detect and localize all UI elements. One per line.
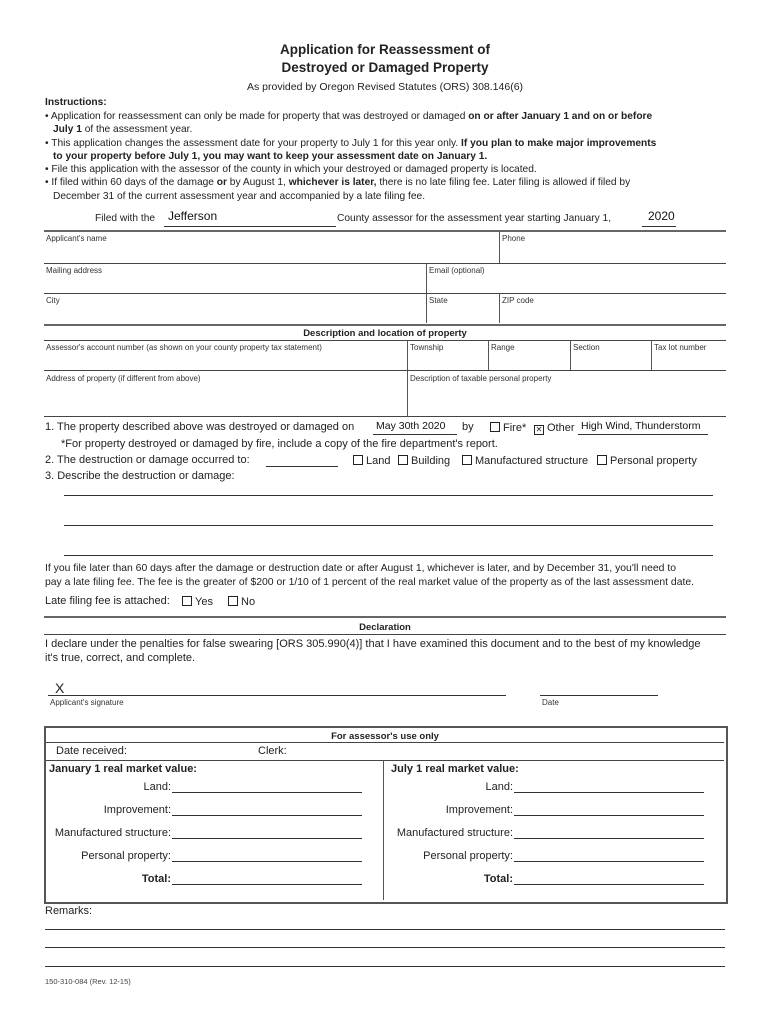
- jul-rmv-heading: July 1 real market value:: [391, 763, 519, 775]
- jul-land-line[interactable]: [514, 792, 704, 793]
- township-field[interactable]: Township: [410, 343, 444, 352]
- jul-total-label: Total:: [483, 873, 513, 885]
- fire-note: *For property destroyed or damaged by fire, include a copy of the fire department's report.: [61, 438, 498, 450]
- q1-by-label: by: [462, 421, 474, 433]
- manufactured-structure-checkbox[interactable]: Manufactured structure: [462, 455, 588, 467]
- jul-improvement-label: Improvement:: [445, 804, 513, 816]
- section-field[interactable]: Section: [573, 343, 600, 352]
- jul-manufactured-label: Manufactured structure:: [396, 827, 513, 839]
- tax-lot-field[interactable]: Tax lot number: [654, 343, 707, 352]
- jan-improvement-line[interactable]: [172, 815, 362, 816]
- q3-label: 3. Describe the destruction or damage:: [45, 470, 235, 482]
- personal-property-checkbox[interactable]: Personal property: [597, 455, 697, 467]
- remarks-label: Remarks:: [45, 905, 93, 917]
- property-heading: Description and location of property: [303, 328, 467, 339]
- describe-line-2[interactable]: [64, 525, 713, 526]
- form-number: 150-310-084 (Rev. 12-15): [45, 977, 131, 986]
- signature-line[interactable]: [48, 695, 506, 696]
- jul-personal-label: Personal property:: [423, 850, 513, 862]
- jan-personal-label: Personal property:: [81, 850, 171, 862]
- form-title-line2: Destroyed or Damaged Property: [281, 60, 489, 75]
- describe-line-3[interactable]: [64, 555, 713, 556]
- form-subtitle: As provided by Oregon Revised Statutes (ORS) 308.146(6): [246, 81, 524, 93]
- phone-field[interactable]: Phone: [502, 234, 526, 243]
- assessment-year-field[interactable]: 2020: [648, 209, 675, 223]
- other-checkbox[interactable]: ✕ Other: [535, 422, 575, 434]
- account-number-field[interactable]: Assessor's account number (as shown on your county property tax statement): [46, 343, 322, 352]
- declaration-heading: Declaration: [359, 622, 411, 633]
- describe-line-1[interactable]: [64, 495, 713, 496]
- jan-personal-line[interactable]: [172, 861, 362, 862]
- signature-x: X: [55, 680, 65, 696]
- signature-label: Applicant's signature: [50, 698, 124, 707]
- clerk-label: Clerk:: [258, 745, 287, 757]
- late-fee-line2: pay a late filing fee. The fee is the greater of $200 or 1/10 of 1 percent of the real market value of the property as of the last assessment date.: [45, 577, 695, 588]
- instructions-list: [45, 110, 735, 203]
- instruction-4-cont: December 31 of the current assessment year and accompanied by a late filing fee.: [53, 190, 426, 202]
- q2-label: 2. The destruction or damage occurred to:: [45, 454, 250, 466]
- jan-land-line[interactable]: [172, 792, 362, 793]
- jan-total-line[interactable]: [172, 884, 362, 885]
- city-field[interactable]: City: [46, 296, 60, 305]
- remarks-line-2[interactable]: [45, 947, 725, 948]
- land-checkbox[interactable]: Land: [353, 455, 390, 467]
- remarks-line-3[interactable]: [45, 966, 725, 967]
- instructions-heading: Instructions:: [45, 97, 107, 108]
- mailing-address-field[interactable]: Mailing address: [46, 266, 103, 275]
- property-address-field[interactable]: Address of property (if different from above): [46, 374, 201, 383]
- jan-improvement-label: Improvement:: [103, 804, 171, 816]
- range-field[interactable]: Range: [491, 343, 515, 352]
- filed-with-label: Filed with the: [95, 213, 156, 224]
- other-cause-field[interactable]: High Wind, Thunderstorm: [581, 420, 701, 432]
- jan-land-label: Land:: [143, 781, 171, 793]
- jul-total-line[interactable]: [514, 884, 704, 885]
- late-fee-attached-label: Late filing fee is attached:: [45, 595, 170, 607]
- jul-personal-line[interactable]: [514, 861, 704, 862]
- q1-label: 1. The property described above was destroyed or damaged on: [45, 421, 355, 433]
- date-label: Date: [542, 698, 559, 707]
- date-received-label: Date received:: [56, 745, 127, 757]
- late-fee-no-checkbox[interactable]: No: [228, 596, 255, 608]
- instruction-2-cont: to your property before July 1, you may want to keep your assessment date on January 1.: [53, 150, 488, 162]
- assessor-heading: For assessor's use only: [331, 731, 439, 742]
- declaration-line1: I declare under the penalties for false swearing [ORS 305.990(4)] that I have examined this document and to the best of my knowledge: [45, 638, 701, 650]
- late-fee-yes-checkbox[interactable]: Yes: [182, 596, 213, 608]
- declaration-line2: it's true, correct, and complete.: [45, 652, 196, 664]
- county-field[interactable]: Jefferson: [168, 209, 218, 223]
- instruction-3: • File this application with the assessor of the county in which your destroyed or damaged property is located.: [45, 164, 537, 176]
- instruction-1: • Application for reassessment can only be made for property that was destroyed or damaged on or after January 1 and on or before: [45, 111, 653, 122]
- building-checkbox[interactable]: Building: [398, 455, 450, 467]
- zip-field[interactable]: ZIP code: [502, 296, 534, 305]
- jan-manufactured-line[interactable]: [172, 838, 362, 839]
- county-assessor-label: County assessor for the assessment year starting January 1,: [337, 213, 612, 224]
- jul-improvement-line[interactable]: [514, 815, 704, 816]
- applicant-name-field[interactable]: Applicant's name: [46, 234, 107, 243]
- jul-land-label: Land:: [485, 781, 513, 793]
- instruction-2: • This application changes the assessment date for your property to July 1 for this year only. If you plan to make major improvements: [45, 137, 657, 149]
- personal-property-desc-field[interactable]: Description of taxable personal property: [410, 374, 552, 383]
- jan-total-label: Total:: [141, 873, 171, 885]
- jan-manufactured-label: Manufactured structure:: [54, 827, 171, 839]
- late-fee-line1: If you file later than 60 days after the damage or destruction date or after August 1, whichever is later, and by December 31, you'll need to: [45, 563, 676, 574]
- fire-checkbox[interactable]: Fire*: [490, 422, 526, 434]
- jan-rmv-heading: January 1 real market value:: [49, 763, 197, 775]
- form-title-line1: Application for Reassessment of: [279, 42, 491, 57]
- email-field[interactable]: Email (optional): [429, 266, 485, 275]
- remarks-line-1[interactable]: [45, 929, 725, 930]
- damage-date-field[interactable]: May 30th 2020: [376, 420, 446, 432]
- jul-manufactured-line[interactable]: [514, 838, 704, 839]
- instruction-1-cont: July 1 of the assessment year.: [53, 124, 193, 136]
- state-field[interactable]: State: [429, 296, 448, 305]
- instruction-4: • If filed within 60 days of the damage or by August 1, whichever is later, there is no late filing fee. Later filing is allowed if filed by: [45, 177, 631, 189]
- date-line[interactable]: [540, 695, 658, 696]
